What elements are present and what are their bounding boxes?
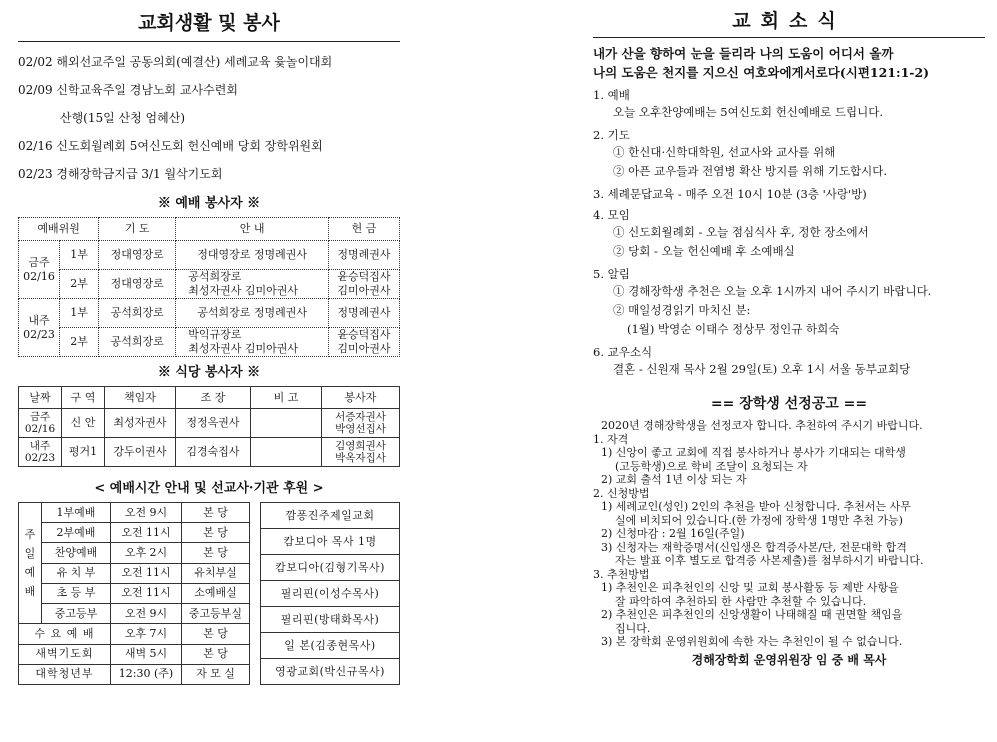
service-times-table xyxy=(18,502,250,685)
table-header: 봉사자 xyxy=(322,387,400,409)
service-place: 자 모 실 xyxy=(182,664,250,684)
service-times-title: < 예배시간 안내 및 선교사·기관 후원 > xyxy=(94,481,324,496)
schedule-item: 02/23 경해장학금지급 3/1 월삭기도회 xyxy=(18,167,223,181)
scholarship-line: 1) 세례교인(성인) 2인의 추천을 받아 신청합니다. 추천서는 사무 xyxy=(601,500,911,513)
service-part: 2부 xyxy=(60,270,99,299)
schedule-item: 산행(15일 산청 엄혜산) xyxy=(60,111,185,125)
table-row xyxy=(19,328,400,357)
table-row xyxy=(19,241,400,270)
captain-cell: 김경숙집사 xyxy=(176,438,251,467)
note-cell xyxy=(251,409,322,438)
sunday-worship-label: 주 일 예 배 xyxy=(19,503,42,624)
service-place: 유치부실 xyxy=(182,563,250,583)
support-item: 깜퐁진주제일교회 xyxy=(261,503,400,529)
area-cell: 신 안 xyxy=(62,409,105,438)
service-place: 본 당 xyxy=(182,644,250,664)
news-line: ② 아픈 교우들과 전염병 확산 방지를 위해 기도합시다. xyxy=(613,164,888,178)
worship-volunteers-table xyxy=(18,217,400,357)
guide-cell: 박익규장로 최성자권사 김미아권사 xyxy=(176,328,329,357)
scholarship-line: 1. 자격 xyxy=(593,432,629,446)
table-header: 헌 금 xyxy=(329,218,400,241)
news-meetings xyxy=(593,208,985,261)
leader-cell: 최성자권사 xyxy=(105,409,176,438)
news-heading: 4. 모임 xyxy=(593,208,630,222)
scholarship-notice xyxy=(593,419,985,668)
table-row xyxy=(19,438,400,467)
scholarship-line: 집니다. xyxy=(615,621,651,635)
service-times-section xyxy=(18,502,400,685)
service-place: 본 당 xyxy=(182,523,250,543)
service-name: 1부예배 xyxy=(42,503,111,523)
schedule-item: 02/09 신학교육주일 경남노회 교사수련회 xyxy=(18,83,238,97)
news-line: 오늘 오후찬양예배는 5여신도회 헌신예배로 드립니다. xyxy=(613,105,883,119)
news-prayer xyxy=(593,128,985,181)
cafeteria-volunteers-table xyxy=(18,386,400,467)
prayer-cell: 공석희장로 xyxy=(99,299,176,328)
news-line: ② 매일성경읽기 마치신 분: xyxy=(613,303,751,317)
volunteer-cell: 김영희권사 박옥자집사 xyxy=(322,438,400,467)
service-name: 유 치 부 xyxy=(42,563,111,583)
service-name: 수 요 예 배 xyxy=(19,624,111,644)
service-name: 새벽기도회 xyxy=(19,644,111,664)
date-cell: 금주 02/16 xyxy=(19,409,62,438)
schedule-list xyxy=(18,48,400,188)
service-place: 본 당 xyxy=(182,543,250,563)
service-name: 대학청년부 xyxy=(19,664,111,684)
offering-cell: 윤승덕집사 김미아권사 xyxy=(329,270,400,299)
service-time: 오전 11시 xyxy=(111,523,182,543)
mission-support-table xyxy=(260,502,400,685)
service-part: 1부 xyxy=(60,241,99,270)
service-name: 2부예배 xyxy=(42,523,111,543)
week-label: 금주 02/16 xyxy=(19,241,60,299)
news-line: ① 신도회월례회 - 오늘 점심식사 후, 정한 장소에서 xyxy=(613,225,869,239)
scholarship-line: 3) 신청자는 재학증명서(신입생은 합격증사본/단, 전문대학 합격 xyxy=(601,540,907,554)
scholarship-line: 1) 추천인은 피추천인의 신앙 및 교회 봉사활동 등 제반 사항을 xyxy=(601,581,899,594)
scholarship-line: 1) 신앙이 좋고 교회에 직접 봉사하거나 봉사가 기대되는 대학생 xyxy=(601,446,906,459)
service-time: 오전 11시 xyxy=(111,563,182,583)
news-line: ① 한신대·신학대학원, 선교사와 교사를 위해 xyxy=(613,145,836,159)
table-header: 비 고 xyxy=(251,387,322,409)
service-place: 본 당 xyxy=(182,624,250,644)
table-header: 구 역 xyxy=(62,387,105,409)
news-notices xyxy=(593,267,985,339)
support-item: 일 본(김종현목사) xyxy=(261,633,400,659)
scholarship-line: 2. 신청방법 xyxy=(593,486,650,500)
leader-cell: 강두이권사 xyxy=(105,438,176,467)
table-row xyxy=(19,543,250,563)
table-row xyxy=(19,604,250,624)
service-place: 소예배실 xyxy=(182,583,250,603)
prayer-cell: 정대영장로 xyxy=(99,270,176,299)
table-header: 기 도 xyxy=(99,218,176,241)
psalm-verse: 내가 산을 향하여 눈을 들리라 나의 도움이 어디서 올까 나의 도움은 천지를 지으신 여호와에게서로다(시편121:1-2) xyxy=(593,46,930,80)
service-part: 1부 xyxy=(60,299,99,328)
support-item: 필리핀(방태화목사) xyxy=(261,607,400,633)
news-baptism xyxy=(593,187,985,202)
news-line: 결혼 - 신원재 목사 2월 29일(토) 오후 1시 서울 동부교회당 xyxy=(613,362,911,376)
news-line: ② 당회 - 오늘 헌신예배 후 소예배실 xyxy=(613,244,795,258)
scholarship-title: == 장학생 선정공고 == xyxy=(710,396,868,412)
schedule-item: 02/16 신도회월례회 5여신도회 헌신예배 당회 장학위원회 xyxy=(18,139,323,153)
news-heading: 2. 기도 xyxy=(593,128,630,142)
table-header: 조 장 xyxy=(176,387,251,409)
scholarship-line: 2020년 경해장학생을 선정코자 합니다. 추천하여 주시기 바랍니다. xyxy=(601,419,923,432)
prayer-cell: 공석희장로 xyxy=(99,328,176,357)
table-header-row xyxy=(19,387,400,409)
service-name: 초 등 부 xyxy=(42,583,111,603)
service-name: 찬양예배 xyxy=(42,543,111,563)
scholarship-line: 잘 파악하여 추천하되 한 사람만 추천할 수 있습니다. xyxy=(615,594,867,608)
prayer-cell: 정대영장로 xyxy=(99,241,176,270)
service-time: 새벽 5시 xyxy=(111,644,182,664)
service-place: 중고등부실 xyxy=(182,604,250,624)
scholarship-line: 자는 발표 이후 별도로 합격증 사본제출)를 첨부하시기 바랍니다. xyxy=(615,554,924,567)
guide-cell: 공석희장로 정명례권사 xyxy=(176,299,329,328)
news-worship xyxy=(593,88,985,122)
news-heading: 5. 알림 xyxy=(593,267,630,281)
table-row xyxy=(19,583,250,603)
table-row xyxy=(19,270,400,299)
offering-cell: 정명례권사 xyxy=(329,299,400,328)
scholarship-line: 실에 비치되어 있습니다.(한 가정에 장학생 1명만 추천 가능) xyxy=(615,513,903,527)
church-news-title: 교회소식 xyxy=(593,0,985,38)
table-row xyxy=(19,664,250,684)
service-name: 중고등부 xyxy=(42,604,111,624)
service-time: 12:30 (주) xyxy=(111,664,182,684)
table-row xyxy=(19,624,250,644)
service-time: 오전 11시 xyxy=(111,583,182,603)
table-row xyxy=(19,409,400,438)
area-cell: 평거1 xyxy=(62,438,105,467)
captain-cell: 정정옥권사 xyxy=(176,409,251,438)
table-header: 예배위원 xyxy=(19,218,99,241)
table-row xyxy=(19,299,400,328)
support-item: 영광교회(박신규목사) xyxy=(261,659,400,685)
table-row xyxy=(19,503,250,523)
cafeteria-volunteers-title: ※ 식당 봉사자 ※ xyxy=(157,365,261,380)
news-heading: 3. 세례문답교육 - 매주 오전 10시 10분 (3층 '사랑'방) xyxy=(593,187,867,201)
support-item: 필리핀(이성수목사) xyxy=(261,581,400,607)
service-time: 오전 9시 xyxy=(111,604,182,624)
support-item: 캄보디아 목사 1명 xyxy=(261,529,400,555)
news-line: ① 경해장학생 추천은 오늘 오후 1시까지 내어 주시기 바랍니다. xyxy=(613,284,932,298)
left-column xyxy=(18,0,400,685)
news-members xyxy=(593,345,985,379)
church-life-title: 교회생활 및 봉사 xyxy=(18,0,400,42)
service-place: 본 당 xyxy=(182,503,250,523)
news-heading: 1. 예배 xyxy=(593,88,630,102)
scholarship-line: 3) 본 장학회 운영위원회에 속한 자는 추천인이 될 수 없습니다. xyxy=(601,635,903,648)
worship-volunteers-title: ※ 예배 봉사자 ※ xyxy=(157,196,261,211)
offering-cell: 윤승덕집사 김미아권사 xyxy=(329,328,400,357)
news-line: (1월) 박영순 이태수 정상무 정인규 하희숙 xyxy=(627,322,840,336)
service-time: 오전 9시 xyxy=(111,503,182,523)
scholarship-line: 2) 교회 출석 1년 이상 되는 자 xyxy=(601,473,747,486)
volunteer-cell: 서증자권사 박영선집사 xyxy=(322,409,400,438)
week-label: 내주 02/23 xyxy=(19,299,60,357)
table-row xyxy=(19,523,250,543)
table-row xyxy=(19,563,250,583)
table-header: 책임자 xyxy=(105,387,176,409)
scholarship-line: 3. 추천방법 xyxy=(593,567,650,581)
table-row xyxy=(19,644,250,664)
scholarship-line: 2) 추천인은 피추천인의 신앙생활이 나태해질 때 권면할 책임을 xyxy=(601,608,903,621)
scholarship-line: 2) 신청마감 : 2월 16일(주일) xyxy=(601,527,745,540)
right-column xyxy=(593,0,985,668)
service-time: 오후 7시 xyxy=(111,624,182,644)
service-part: 2부 xyxy=(60,328,99,357)
guide-cell: 공석희장로 최성자권사 김미아권사 xyxy=(176,270,329,299)
news-heading: 6. 교우소식 xyxy=(593,345,653,359)
scholarship-line: (고등학생)으로 학비 조달이 요청되는 자 xyxy=(615,459,808,473)
table-header: 날짜 xyxy=(19,387,62,409)
offering-cell: 정명례권사 xyxy=(329,241,400,270)
date-cell: 내주 02/23 xyxy=(19,438,62,467)
scholarship-signature: 경해장학회 운영위원장 임 중 배 목사 xyxy=(691,652,887,667)
guide-cell: 정대영장로 정명례권사 xyxy=(176,241,329,270)
service-time: 오후 2시 xyxy=(111,543,182,563)
table-header-row xyxy=(19,218,400,241)
note-cell xyxy=(251,438,322,467)
support-item: 캄보디아(김형기목사) xyxy=(261,555,400,581)
schedule-item: 02/02 해외선교주일 공동의회(예결산) 세례교육 윷놀이대회 xyxy=(18,55,333,69)
table-header: 안 내 xyxy=(176,218,329,241)
